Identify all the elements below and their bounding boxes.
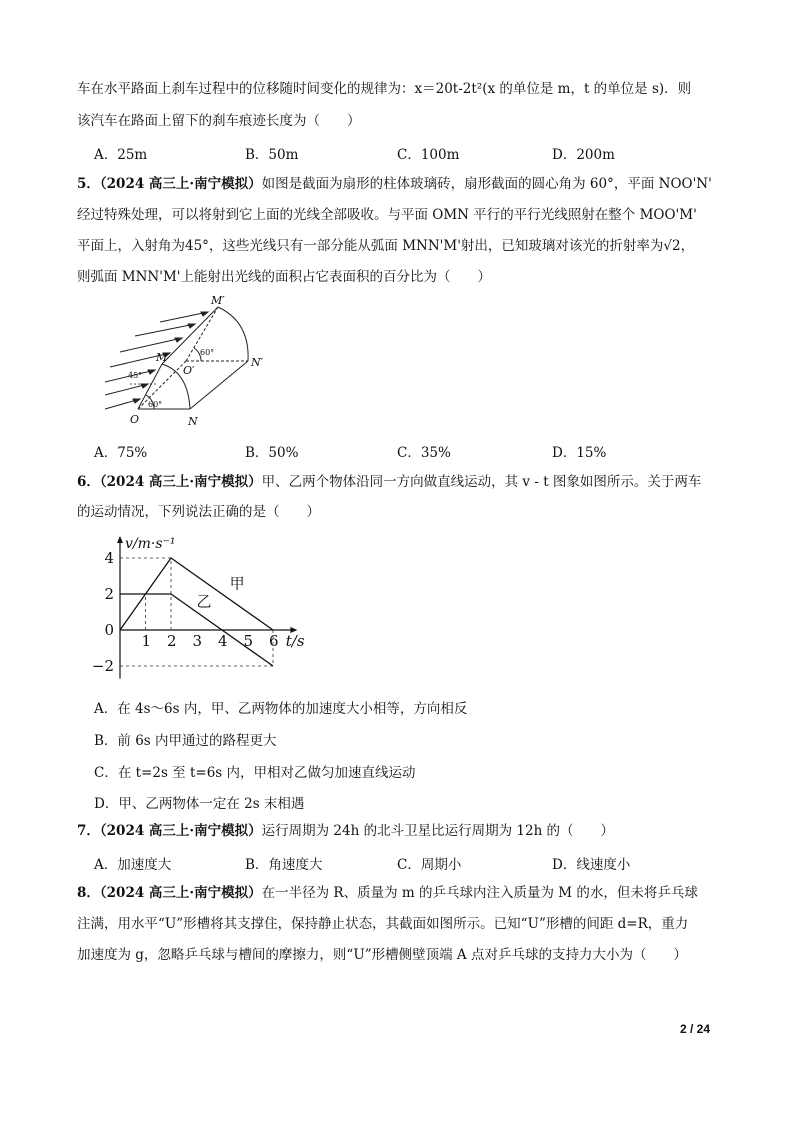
q4-option-d: D．200m xyxy=(552,147,615,163)
x-tick-label: 4 xyxy=(218,632,228,650)
q7-option-c: C．周期小 xyxy=(397,857,462,873)
page-number: 2 / 24 xyxy=(679,1022,710,1036)
q6-line-1 xyxy=(77,473,701,491)
q6-option-c: C．在 t=2s 至 t=6s 内，甲相对乙做匀加速直线运动 xyxy=(94,765,416,781)
q5-number: 5． xyxy=(77,176,100,192)
q5-option-b: B．50% xyxy=(245,445,299,461)
q4-option-a: A．25m xyxy=(94,147,148,163)
label-angle-45: 45° xyxy=(128,371,143,380)
q8-source: （2024 高三上·南宁模拟） xyxy=(99,885,262,901)
q7-option-b: B．角速度大 xyxy=(245,857,323,873)
x-tick-label: 2 xyxy=(167,632,177,650)
series-label-jia: 甲 xyxy=(229,574,245,593)
y-tick-label: 0 xyxy=(104,621,114,639)
label-O-prime: O′ xyxy=(183,364,195,377)
q6-option-d: D．甲、乙两物体一定在 2s 末相遇 xyxy=(94,796,305,812)
label-M: M xyxy=(156,351,168,364)
label-N-prime: N′ xyxy=(251,356,264,369)
q6-option-a: A．在 4s～6s 内，甲、乙两物体的加速度大小相等，方向相反 xyxy=(94,701,468,717)
q7-line-1 xyxy=(77,822,614,840)
x-tick-label: 3 xyxy=(192,632,203,650)
q6-number: 6． xyxy=(77,474,100,490)
q6-source: （2024 高三上·南宁模拟） xyxy=(99,474,262,490)
q8-line-2: 注满，用水平“U”形槽将其支撑住，保持静止状态，其截面如图所示。已知“U”形槽的间距 d=R，重力 xyxy=(77,916,689,932)
q7-text-1: 运行周期为 24h 的北斗卫星比运行周期为 12h 的（ ） xyxy=(261,823,615,839)
q6-option-b: B．前 6s 内甲通过的路程更大 xyxy=(94,733,277,749)
q8-text-1: 在一半径为 R、质量为 m 的乒乓球内注入质量为 M 的水，但未将乒乓球 xyxy=(261,885,698,901)
q4-option-b: B．50m xyxy=(245,147,299,163)
q4-options xyxy=(94,143,734,161)
q7-source: （2024 高三上·南宁模拟） xyxy=(99,823,262,839)
q4-line-2: 该汽车在路面上留下的刹车痕迹长度为（ ） xyxy=(77,113,361,129)
y-tick-label: 2 xyxy=(104,585,114,603)
label-O: O xyxy=(130,413,140,426)
q5-text-1: 如图是截面为扇形的柱体玻璃砖，扇形截面的圆心角为 60°，平面 NOO'N' xyxy=(261,176,712,192)
q5-line-4: 则弧面 MNN'M'上能射出光线的面积占它表面积的百分比为（ ） xyxy=(77,269,491,285)
q7-option-d: D．线速度小 xyxy=(552,857,631,873)
edge-NNprime xyxy=(190,361,248,409)
q6-text-1: 甲、乙两个物体沿同一方向做直线运动，其 v - t 图象如图所示。关于两车 xyxy=(261,474,702,490)
q5-option-a: A．75% xyxy=(94,445,148,461)
q6-line-2: 的运动情况，下列说法正确的是（ ） xyxy=(77,504,320,520)
q5-line-1 xyxy=(77,175,712,193)
q7-options xyxy=(94,853,734,871)
q5-line-2: 经过特殊处理，可以将射到它上面的光线全部吸收。与平面 OMN 平行的平行光线照射在整个 MOO'M' xyxy=(77,207,697,223)
x-tick-label: 5 xyxy=(243,632,254,650)
q4-option-c: C．100m xyxy=(397,147,460,163)
q8-line-3: 加速度为 g，忽略乒乓球与槽间的摩擦力，则“U”形槽侧壁顶端 A 点对乒乓球的支持力大小为（ ） xyxy=(77,947,687,963)
label-M-prime: M′ xyxy=(211,294,225,307)
q5-source: （2024 高三上·南宁模拟） xyxy=(99,176,262,192)
label-N: N xyxy=(188,415,198,428)
label-angle-60-back: 60° xyxy=(200,348,215,357)
q5-figure-prism xyxy=(100,292,280,432)
q4-line-1: 车在水平路面上刹车过程中的位移随时间变化的规律为：x＝20t-2t²(x 的单位是 m，t 的单位是 s)．则 xyxy=(77,81,692,97)
y-tick-label: 4 xyxy=(104,549,114,567)
q8-number: 8． xyxy=(77,885,100,901)
x-tick-label: 6 xyxy=(269,632,279,650)
q5-options xyxy=(94,441,734,459)
label-angle-60-front: 60° xyxy=(148,400,163,409)
q6-vt-chart xyxy=(91,530,315,690)
q5-line-3: 平面上，入射角为45°，这些光线只有一部分能从弧面 MNN'M'射出，已知玻璃对该光的折射率为√2， xyxy=(77,238,695,254)
q5-option-c: C．35% xyxy=(397,445,451,461)
q5-option-d: D．15% xyxy=(552,445,607,461)
series-label-yi: 乙 xyxy=(196,592,212,611)
arc-MprimeNprime xyxy=(218,307,248,361)
q7-number: 7． xyxy=(77,823,100,839)
q7-option-a: A．加速度大 xyxy=(94,857,172,873)
q8-line-1 xyxy=(77,884,698,902)
x-tick-label: 1 xyxy=(141,632,152,650)
y-axis-arrow xyxy=(117,536,123,543)
y-axis-label: v/m·s⁻¹ xyxy=(125,536,176,552)
x-axis-label: t/s xyxy=(285,632,305,650)
y-tick-label: −2 xyxy=(91,657,114,675)
